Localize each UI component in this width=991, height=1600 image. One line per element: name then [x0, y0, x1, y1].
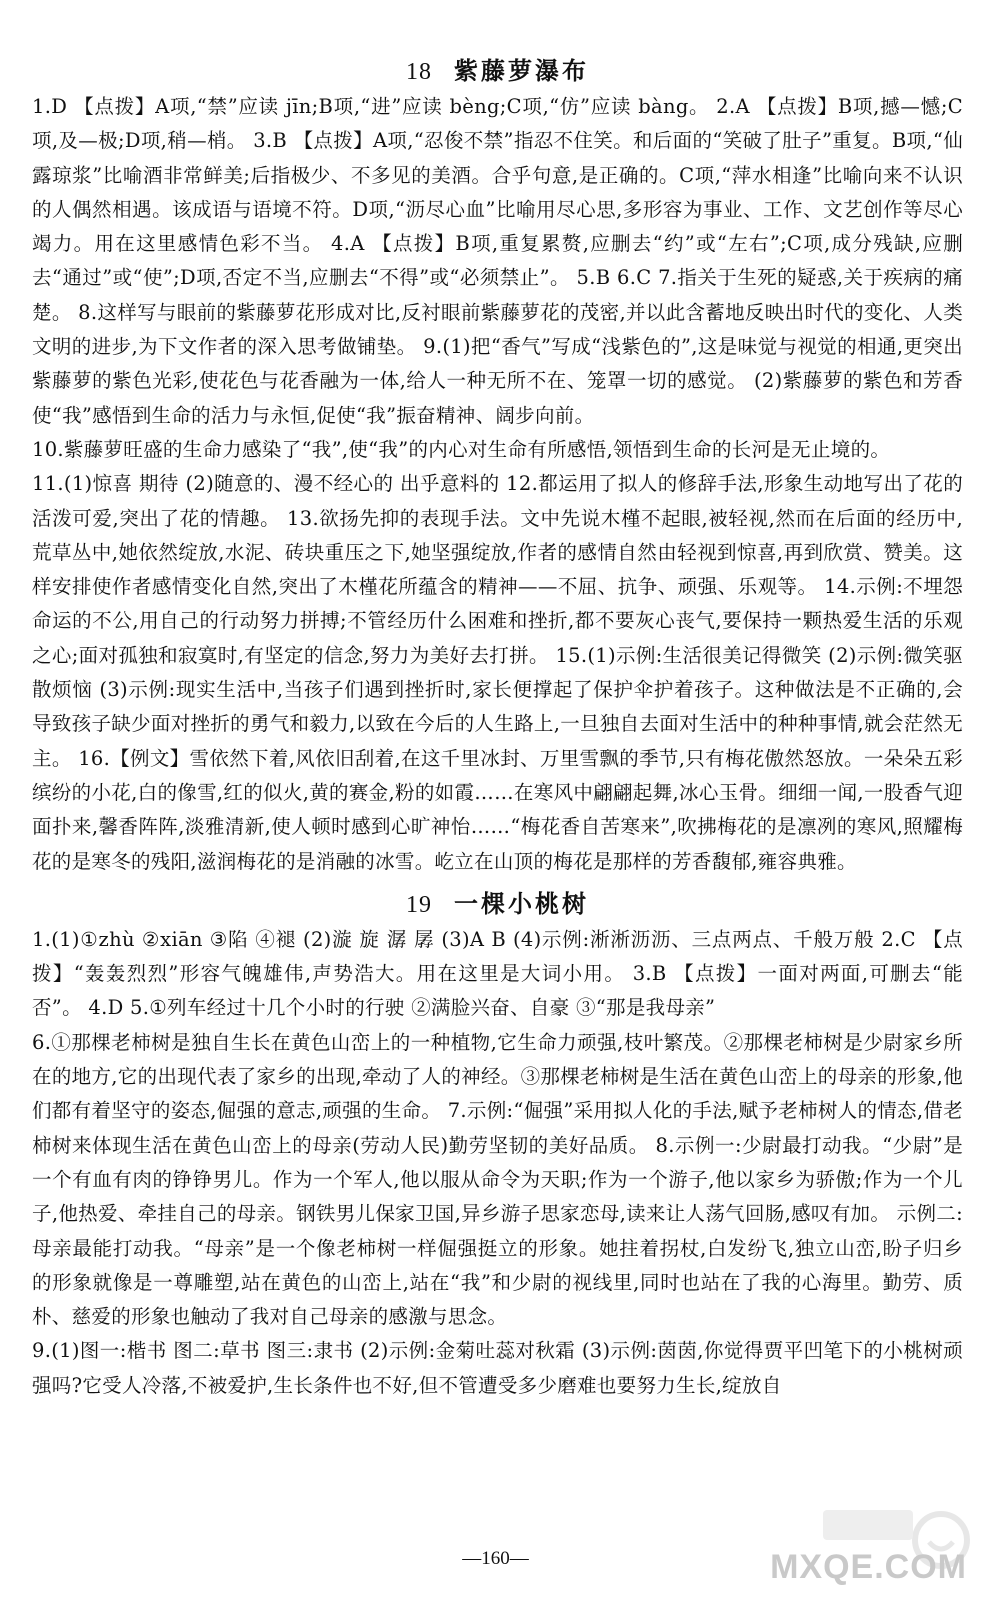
- section-name: 一棵小桃树: [454, 889, 589, 918]
- section-answers-18: [32, 90, 963, 879]
- answer-paragraph: 1.(1)①zhù ②xiān ③陷 ④褪 (2)漩 旋 潺 孱 (3)A B (4)示例:淅淅沥沥、三点两点、千般万般 2.C 【点拨】“轰轰烈烈”形容气魄雄伟,声势浩大。用在这里是大词小用。 3.B 【点拨】一面对两面,可删去“能否”。 4.D 5.①列车经过十几个小时的行驶 ②满脸兴奋、自豪 ③“那是我母亲”: [32, 927, 963, 1020]
- answer-paragraph: 10.紫藤萝旺盛的生命力感染了“我”,使“我”的内心对生命有所感悟,领悟到生命的长河是无止境的。: [32, 437, 891, 461]
- section-number: 19: [406, 891, 432, 918]
- answer-paragraph: 11.(1)惊喜 期待 (2)随意的、漫不经心的 出乎意料的 12.都运用了拟人的修辞手法,形象生动地写出了花的活泼可爱,突出了花的情趣。 13.欲扬先抑的表现手法。文中先说木槿不起眼,被轻视,然而在后面的经历中,荒草丛中,她依然绽放,水泥、砖块重压之下,她坚强绽放,作者的感情自然由轻视到惊喜,再到欣赏、赞美。这样安排使作者感情变化自然,突出了木槿花所蕴含的精神——不屈、抗争、顽强、乐观等。 14.示例:不埋怨命运的不公,用自己的行动努力拼搏;不管经历什么困难和挫折,都不要灰心丧气,要保持一颗热爱生活的乐观之心;面对孤独和寂寞时,有坚定的信念,努力为美好去打拼。 15.(1)示例:生活很美记得微笑 (2)示例:微笑驱散烦恼 (3)示例:现实生活中,当孩子们遇到挫折时,家长便撑起了保护伞护着孩子。这种做法是不正确的,会导致孩子缺少面对挫折的勇气和毅力,以致在今后的人生路上,一旦独自去面对生活中的种种事情,就会茫然无主。 16.【例文】雪依然下着,风依旧刮着,在这千里冰封、万里雪飘的季节,只有梅花傲然怒放。一朵朵五彩缤纷的小花,白的像雪,红的似火,黄的赛金,粉的如霞……在寒风中翩翩起舞,冰心玉骨。细细一闻,一股香气迎面扑来,馨香阵阵,淡雅清新,使人顿时感到心旷神怡……“梅花香自苦寒来”,吹拂梅花的是凛冽的寒风,照耀梅花的是寒冬的残阳,滋润梅花的是消融的冰雪。屹立在山顶的梅花是那样的芳香馥郁,雍容典雅。: [32, 472, 963, 873]
- answer-paragraph: 9.(1)图一:楷书 图二:草书 图三:隶书 (2)示例:金菊吐蕊对秋霜 (3)示例:茵茵,你觉得贾平凹笔下的小桃树顽强吗?它受人冷落,不被爱护,生长条件也不好,但不管遭受多少磨难也要努力生长,绽放自: [32, 1339, 963, 1397]
- section-name: 紫藤萝瀑布: [454, 57, 589, 85]
- answer-paragraph: 1.D 【点拨】A项,“禁”应读 jīn;B项,“进”应读 bèng;C项,“仿”应读 bàng。 2.A 【点拨】B项,撼—憾;C项,及—极;D项,稍—梢。 3.B 【点拨】A项,“忍俊不禁”指忍不住笑。和后面的“笑破了肚子”重复。B项,“仙露琼浆”比喻酒非常鲜美;后指极少、不多见的美酒。合乎句意,是正确的。C项,“萍水相逢”比喻向来不认识的人偶然相遇。该成语与语境不符。D项,“沥尽心血”比喻用尽心思,多形容为事业、工作、文艺创作等尽心竭力。用在这里感情色彩不当。 4.A 【点拨】B项,重复累赘,应删去“约”或“左右”;C项,成分残缺,应删去“通过”或“使”;D项,否定不当,应删去“不得”或“必须禁止”。 5.B 6.C 7.指关于生死的疑惑,关于疾病的痛楚。 8.这样写与眼前的紫藤萝花形成对比,反衬眼前紫藤萝花的茂密,并以此含蓄地反映出时代的变化、人类文明的进步,为下文作者的深入思考做铺垫。 9.(1)把“香气”写成“浅紫色的”,这是味觉与视觉的相通,更突出紫藤萝的紫色光彩,使花色与花香融为一体,给人一种无所不在、笼罩一切的感觉。 (2)紫藤萝的紫色和芳香使“我”感悟到生命的活力与永恒,促使“我”振奋精神、阔步向前。: [32, 95, 963, 427]
- page-number: —160—: [462, 1548, 529, 1569]
- section-title-18: [32, 52, 963, 90]
- section-title-19: [32, 885, 963, 923]
- section-number: 18: [406, 59, 432, 85]
- section-answers-19: [32, 923, 963, 1403]
- watermark-text: MXQE.COM: [770, 1548, 967, 1586]
- answer-paragraph: 6.①那棵老柿树是独自生长在黄色山峦上的一种植物,它生命力顽强,枝叶繁茂。②那棵老柿树是少尉家乡所在的地方,它的出现代表了家乡的出现,牵动了人的神经。③那棵老柿树是生活在黄色山峦上的母亲的形象,他们都有着坚守的姿态,倔强的意志,顽强的生命。 7.示例:“倔强”采用拟人化的手法,赋予老柿树人的情态,借老柿树来体现生活在黄色山峦上的母亲(劳动人民)勤劳坚韧的美好品质。 8.示例一:少尉最打动我。“少尉”是一个有血有肉的铮铮男儿。作为一个军人,他以服从命令为天职;作为一个游子,他以家乡为骄傲;作为一个儿子,他热爱、牵挂自己的母亲。钢铁男儿保家卫国,异乡游子思家恋母,读来让人荡气回肠,感叹有加。 示例二:母亲最能打动我。“母亲”是一个像老柿树一样倔强挺立的形象。她拄着拐杖,白发纷飞,独立山峦,盼子归乡的形象就像是一尊雕塑,站在黄色的山峦上,站在“我”和少尉的视线里,同时也站在了我的心海里。勤劳、质朴、慈爱的形象也触动了我对自己母亲的感激与思念。: [32, 1030, 963, 1329]
